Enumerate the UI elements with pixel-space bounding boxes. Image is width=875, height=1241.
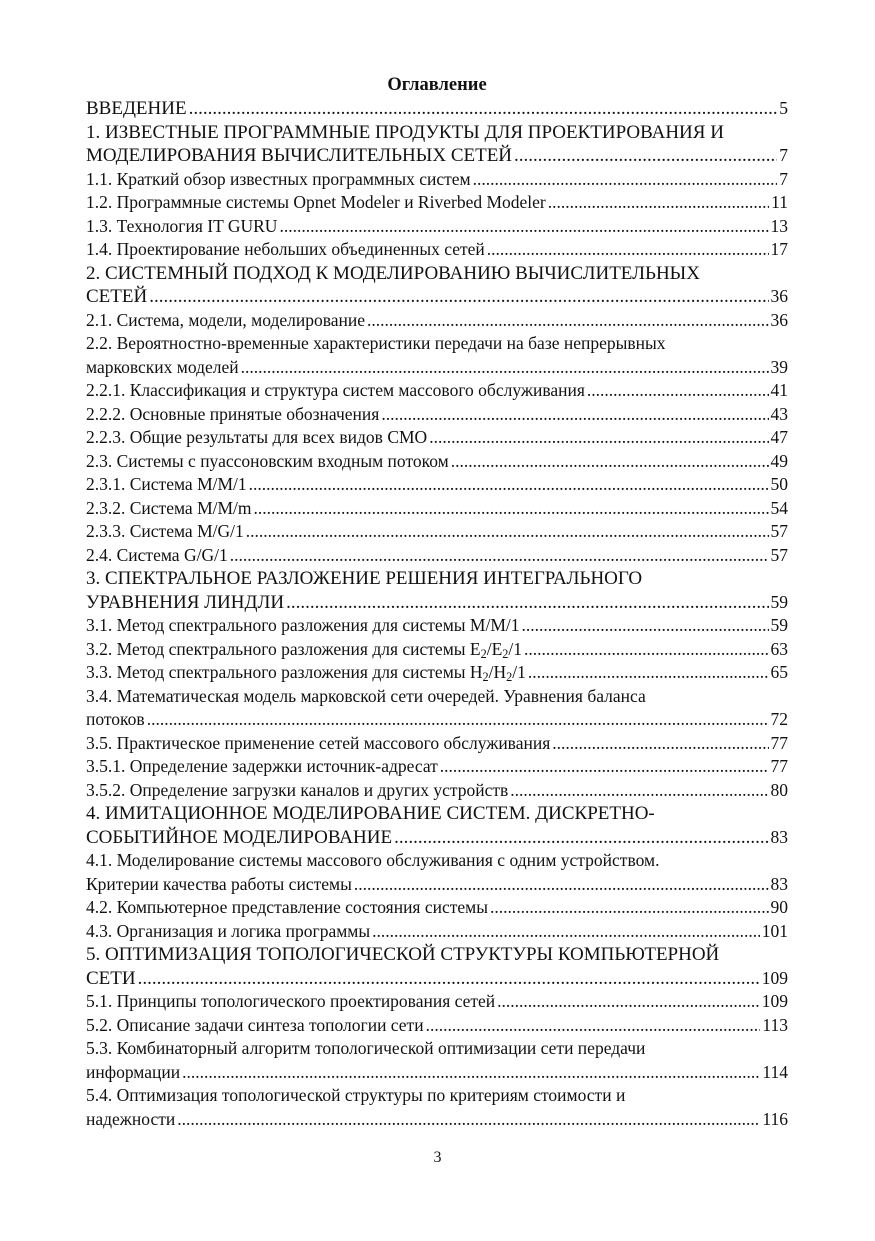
toc-entry-title: 5.2. Описание задачи синтеза топологии сети xyxy=(86,1014,424,1035)
dot-leader xyxy=(149,285,768,309)
toc-entry[interactable] xyxy=(86,990,788,1014)
toc-entry-title: 2.3. Системы с пуассоновским входным потоком xyxy=(86,450,449,471)
toc-page-number: 72 xyxy=(770,709,788,729)
dot-leader xyxy=(279,215,768,239)
toc-entry[interactable] xyxy=(86,544,788,568)
toc-entry-row xyxy=(86,450,788,474)
toc-entry-title: марковских моделей xyxy=(86,356,239,377)
toc-entry-title-line: 5.3. Комбинаторный алгоритм топологической оптимизации сети передачи xyxy=(86,1038,646,1058)
toc-entry-title: 2.3.3. Система M/G/1 xyxy=(86,521,244,541)
toc-entry-row xyxy=(86,873,788,897)
toc-page-number: 49 xyxy=(770,450,788,471)
toc-entry-row xyxy=(86,168,788,192)
dot-leader xyxy=(524,638,768,662)
toc-page-number: 39 xyxy=(770,356,788,377)
toc-entry-title xyxy=(86,638,522,662)
dot-leader xyxy=(249,473,769,497)
toc-entry-row xyxy=(86,708,788,732)
title-part: /1 xyxy=(512,662,526,682)
subscript: 2 xyxy=(482,670,489,685)
toc-page-number: 77 xyxy=(770,732,788,753)
toc-entry-row xyxy=(86,1061,788,1085)
toc-entry-title: 2.3.1. Система M/M/1 xyxy=(86,474,247,494)
dot-leader xyxy=(182,1061,760,1085)
toc-entry[interactable] xyxy=(86,920,788,944)
toc-entry-title: 1.4. Проектирование небольших объединенных сетей xyxy=(86,239,485,259)
toc-entry-title-line: 1. ИЗВЕСТНЫЕ ПРОГРАММНЫЕ ПРОДУКТЫ ДЛЯ ПРОЕКТИРОВАНИЯ И xyxy=(86,121,724,143)
toc-page-number: 11 xyxy=(771,192,788,212)
dot-leader xyxy=(552,732,768,756)
toc-page-number: 7 xyxy=(779,168,788,189)
toc-entry[interactable] xyxy=(86,896,788,920)
toc-entry-title: СЕТИ xyxy=(86,967,136,989)
toc-entry-title: 1.2. Программные системы Opnet Modeler и Riverbed Modeler xyxy=(86,192,546,212)
toc-page-number: 77 xyxy=(770,756,788,776)
title-part: /E xyxy=(486,638,503,659)
toc-entry-row xyxy=(86,191,788,215)
page-number: 3 xyxy=(433,1149,442,1166)
toc-entry-title: ВВЕДЕНИЕ xyxy=(86,98,187,119)
table-of-contents xyxy=(86,73,788,1131)
dot-leader xyxy=(354,873,769,897)
toc-entry-title-line: 2. СИСТЕМНЫЙ ПОДХОД К МОДЕЛИРОВАНИЮ ВЫЧИСЛИТЕЛЬНЫХ xyxy=(86,262,700,284)
toc-page-number: 109 xyxy=(761,991,788,1011)
toc-entry[interactable] xyxy=(86,121,788,168)
toc-entry[interactable] xyxy=(86,1014,788,1038)
dot-leader xyxy=(429,426,768,450)
toc-page-number: 50 xyxy=(770,474,788,494)
dot-leader xyxy=(147,708,769,732)
title-part: 3.2. Метод спектрального разложения для системы E xyxy=(86,638,481,659)
toc-entry-title: потоков xyxy=(86,709,145,729)
dot-leader xyxy=(246,520,769,544)
toc-entry-row xyxy=(86,732,788,756)
toc-entry[interactable] xyxy=(86,497,788,521)
toc-page-number: 116 xyxy=(762,1108,788,1129)
toc-entry[interactable] xyxy=(86,332,788,379)
toc-entry-row xyxy=(86,285,788,309)
toc-entry-row xyxy=(86,379,788,403)
toc-entry[interactable] xyxy=(86,849,788,896)
toc-entry-title: Критерии качества работы системы xyxy=(86,873,352,894)
toc-entry-row xyxy=(86,990,788,1014)
toc-entry-title: СЕТЕЙ xyxy=(86,286,148,307)
toc-page-number: 59 xyxy=(770,615,788,635)
toc-entry-title: 2.1. Система, модели, моделирование xyxy=(86,309,366,330)
toc-entry[interactable] xyxy=(86,1084,788,1131)
toc-page-number: 57 xyxy=(770,521,788,541)
toc-page-number: 54 xyxy=(770,497,788,518)
toc-entry-title: 1.3. Технология IT GURU xyxy=(86,215,278,236)
toc-entry-title: МОДЕЛИРОВАНИЯ ВЫЧИСЛИТЕЛЬНЫХ СЕТЕЙ xyxy=(86,145,513,166)
toc-entry-row xyxy=(86,215,788,239)
toc-entry-row xyxy=(86,896,788,920)
dot-leader xyxy=(367,309,768,333)
dot-leader xyxy=(451,450,769,474)
dot-leader xyxy=(522,614,769,638)
toc-page-number: 5 xyxy=(779,98,788,118)
toc-page-number: 57 xyxy=(770,544,788,565)
toc-entry-row xyxy=(86,1108,788,1132)
toc-entry-title: 2.3.2. Система M/M/m xyxy=(86,497,252,518)
subscript: 2 xyxy=(506,670,513,685)
toc-entry-row xyxy=(86,1014,788,1038)
toc-entry-row xyxy=(86,97,788,121)
toc-entry-row xyxy=(86,497,788,521)
toc-entry[interactable] xyxy=(86,638,788,662)
toc-page-number: 101 xyxy=(761,920,788,941)
toc-entry[interactable] xyxy=(86,614,788,638)
toc-entry-title: 2.2.1. Классификация и структура систем массового обслуживания xyxy=(86,380,585,400)
toc-entry[interactable] xyxy=(86,215,788,239)
dot-leader xyxy=(372,920,760,944)
toc-entry-row xyxy=(86,779,788,803)
dot-leader xyxy=(528,661,769,685)
toc-entry[interactable] xyxy=(86,755,788,779)
toc-entry-row xyxy=(86,614,788,638)
toc-entry-title: 2.4. Система G/G/1 xyxy=(86,544,228,565)
toc-entry[interactable] xyxy=(86,191,788,215)
dot-leader xyxy=(138,967,760,991)
toc-entry[interactable] xyxy=(86,97,788,121)
dot-leader xyxy=(487,238,769,262)
toc-page-number: 65 xyxy=(770,662,788,682)
dot-leader xyxy=(510,779,768,803)
dot-leader xyxy=(381,403,768,427)
toc-entry-row xyxy=(86,520,788,544)
toc-entry-title: 2.2.3. Общие результаты для всех видов СМО xyxy=(86,427,428,447)
toc-entry[interactable] xyxy=(86,685,788,732)
toc-entry[interactable] xyxy=(86,450,788,474)
toc-entry-title: 3.1. Метод спектрального разложения для системы M/M/1 xyxy=(86,615,520,635)
dot-leader xyxy=(394,826,768,850)
toc-entry-title xyxy=(86,661,526,685)
toc-page-number: 113 xyxy=(762,1014,788,1035)
toc-page-number: 90 xyxy=(770,897,788,917)
dot-leader xyxy=(426,1014,761,1038)
dot-leader xyxy=(490,896,768,920)
toc-entry-title-line: 2.2. Вероятностно-временные характеристики передачи на базе непрерывных xyxy=(86,333,666,353)
dot-leader xyxy=(514,144,777,168)
title-part: /H xyxy=(488,662,507,682)
toc-entry-title-line: 3. СПЕКТРАЛЬНОЕ РАЗЛОЖЕНИЕ РЕШЕНИЯ ИНТЕГРАЛЬНОГО xyxy=(86,568,643,589)
toc-entry-row xyxy=(86,661,788,685)
toc-entry-row xyxy=(86,238,788,262)
toc-entry-row xyxy=(86,473,788,497)
toc-entry-title: 4.3. Организация и логика программы xyxy=(86,920,371,941)
toc-entry-title: надежности xyxy=(86,1108,176,1129)
toc-entry-title: 2.2.2. Основные принятые обозначения xyxy=(86,403,380,424)
toc-entry[interactable] xyxy=(86,732,788,756)
toc-entry-title: СОБЫТИЙНОЕ МОДЕЛИРОВАНИЕ xyxy=(86,826,393,848)
toc-entry[interactable] xyxy=(86,262,788,309)
toc-entry[interactable] xyxy=(86,403,788,427)
toc-entry-row xyxy=(86,826,788,850)
toc-entry-title: 3.5.2. Определение загрузки каналов и других устройств xyxy=(86,779,509,800)
toc-entry-title-line: 4. ИМИТАЦИОННОЕ МОДЕЛИРОВАНИЕ СИСТЕМ. ДИСКРЕТНО- xyxy=(86,803,655,824)
toc-page-number: 83 xyxy=(770,826,788,847)
toc-entry-row xyxy=(86,591,788,615)
toc-entry[interactable] xyxy=(86,426,788,450)
toc-entry-title: 5.1. Принципы топологического проектирования сетей xyxy=(86,991,496,1011)
toc-entry-row xyxy=(86,920,788,944)
toc-page-number: 114 xyxy=(762,1061,788,1082)
toc-entry[interactable] xyxy=(86,943,788,990)
toc-entry-title: 3.5. Практическое применение сетей массового обслуживания xyxy=(86,732,551,753)
toc-entry-row xyxy=(86,638,788,662)
toc-entry-title: 4.2. Компьютерное представление состояния системы xyxy=(86,897,489,917)
toc-entry-title: 3.5.1. Определение задержки источник-адресат xyxy=(86,756,438,776)
subscript: 2 xyxy=(480,646,487,661)
toc-page-number: 36 xyxy=(770,286,788,306)
dot-leader xyxy=(548,191,769,215)
toc-list xyxy=(86,97,788,1131)
toc-entry-row xyxy=(86,309,788,333)
toc-entry-title: 1.1. Краткий обзор известных программных систем xyxy=(86,168,471,189)
toc-entry-title: информации xyxy=(86,1061,181,1082)
toc-entry-row xyxy=(86,403,788,427)
toc-entry[interactable] xyxy=(86,520,788,544)
dot-leader xyxy=(177,1108,760,1132)
toc-entry[interactable] xyxy=(86,567,788,614)
toc-entry[interactable] xyxy=(86,238,788,262)
toc-page-number: 63 xyxy=(770,638,788,659)
toc-page-number: 17 xyxy=(770,239,788,259)
toc-page-number: 7 xyxy=(779,145,788,165)
toc-page-number: 109 xyxy=(761,967,788,988)
title-part: 3.3. Метод спектрального разложения для системы H xyxy=(86,662,483,682)
toc-entry[interactable] xyxy=(86,1037,788,1084)
dot-leader xyxy=(286,591,768,615)
dot-leader xyxy=(189,97,778,121)
toc-entry[interactable] xyxy=(86,309,788,333)
toc-entry[interactable] xyxy=(86,661,788,685)
dot-leader xyxy=(587,379,769,403)
toc-entry-title-line: 4.1. Моделирование системы массового обслуживания с одним устройством. xyxy=(86,850,660,870)
toc-entry[interactable] xyxy=(86,168,788,192)
toc-entry-row xyxy=(86,426,788,450)
toc-page-number: 43 xyxy=(770,403,788,424)
toc-entry-title: УРАВНЕНИЯ ЛИНДЛИ xyxy=(86,591,285,613)
toc-entry-row xyxy=(86,356,788,380)
dot-leader xyxy=(497,990,760,1014)
toc-entry[interactable] xyxy=(86,802,788,849)
toc-entry-row xyxy=(86,967,788,991)
dot-leader xyxy=(254,497,769,521)
toc-entry[interactable] xyxy=(86,473,788,497)
subscript: 2 xyxy=(502,646,509,661)
toc-entry-row xyxy=(86,544,788,568)
toc-page-number: 83 xyxy=(770,873,788,894)
toc-entry[interactable] xyxy=(86,379,788,403)
dot-leader xyxy=(473,168,778,192)
toc-page-number: 59 xyxy=(770,591,788,612)
toc-page-number: 41 xyxy=(770,380,788,400)
toc-entry-row xyxy=(86,755,788,779)
toc-entry-title-line: 5. ОПТИМИЗАЦИЯ ТОПОЛОГИЧЕСКОЙ СТРУКТУРЫ КОМПЬЮТЕРНОЙ xyxy=(86,944,720,965)
toc-title: Оглавление xyxy=(387,75,487,95)
toc-page-number: 36 xyxy=(770,309,788,330)
toc-entry[interactable] xyxy=(86,779,788,803)
toc-page-number: 13 xyxy=(770,215,788,236)
toc-entry-row xyxy=(86,144,788,168)
dot-leader xyxy=(440,755,769,779)
toc-entry-title-line: 3.4. Математическая модель марковской сети очередей. Уравнения баланса xyxy=(86,685,646,706)
toc-page-number: 80 xyxy=(770,779,788,800)
toc-page-number: 47 xyxy=(770,427,788,447)
toc-entry-title-line: 5.4. Оптимизация топологической структуры по критериям стоимости и xyxy=(86,1085,626,1105)
dot-leader xyxy=(230,544,769,568)
dot-leader xyxy=(241,356,769,380)
title-part: /1 xyxy=(508,638,523,659)
